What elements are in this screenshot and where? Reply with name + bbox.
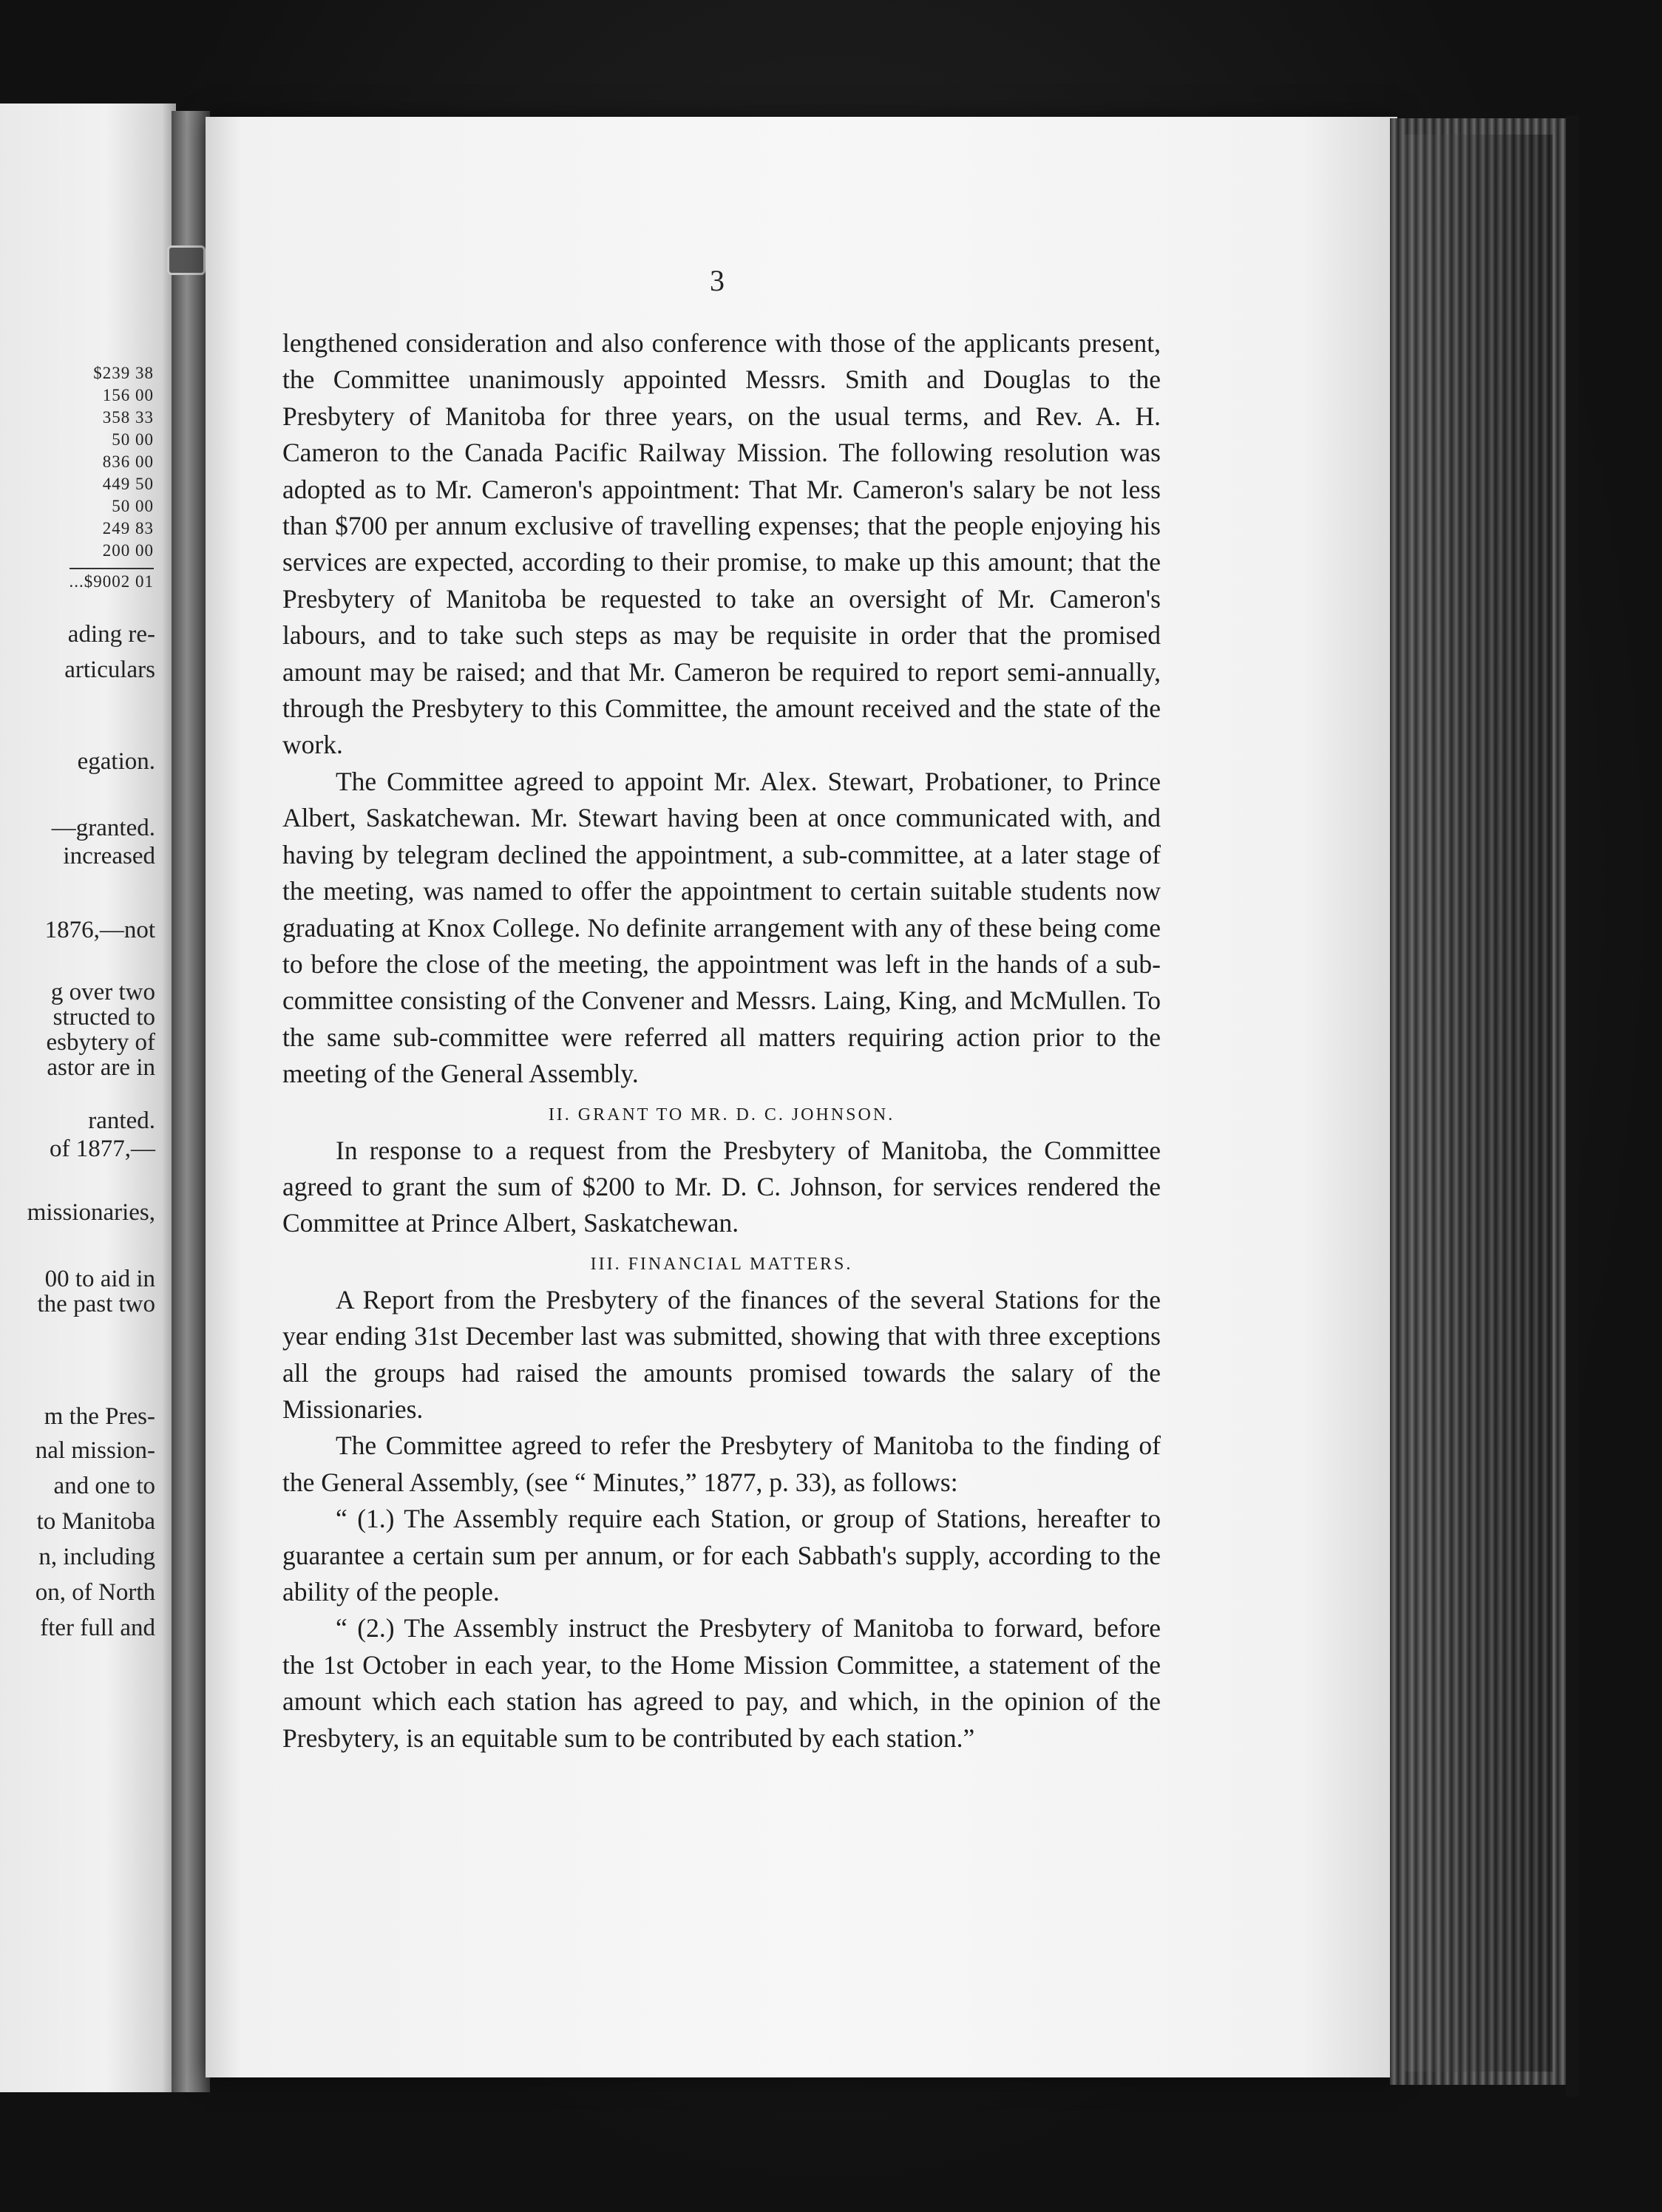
amount-7: 50 00: [112, 497, 154, 515]
amount-1: $239 38: [93, 364, 154, 382]
paragraph: A Report from the Presbytery of the finances of the several Stations for the year ending 31st December last was submitted, showing that with three exceptions all the groups had raised the amounts promised towards the salary of the Missionaries.: [282, 1284, 1161, 1424]
left-fragment: on, of North: [35, 1579, 155, 1606]
paragraph: In response to a request from the Presbytery of Manitoba, the Committee agreed to grant the sum of $200 to Mr. D. C. Johnson, for services rendered the Committee at Prince Albert, Saskatchewan.: [282, 1135, 1161, 1238]
book-gutter: [172, 111, 210, 2092]
quoted-paragraph: “ (2.) The Assembly instruct the Presbytery of Manitoba to forward, before the 1st October in each year, to the Home Mission Committee, a statement of the amount which each station has agreed to pay, and which, in the opinion of the Presbytery, is an equitable sum to be contributed by each station.”: [282, 1613, 1161, 1753]
paragraph: lengthened consideration and also conference with those of the applicants present, the Committee unanimously appointed Messrs. Smith and Douglas to the Presbytery of Manitoba for three years, on the usual terms, and Rev. A. H. Cameron to the Canada Pacific Railway Mission. The following resolution was adopted as to Mr. Cameron's appointment: That Mr. Cameron's salary be not less than $700 per annum exclusive of travelling expenses; that the people enjoying his services are expected, according to their promise, to make up this amount; that the Presbytery of Manitoba be requested to take an oversight of Mr. Cameron's labours, and to take such steps as may be requisite in order that the promised amount may be raised; and that Mr. Cameron be required to report semi-annually, through the Presbytery to this Committee, the amount received and the state of the work.: [282, 328, 1161, 760]
paragraph: The Committee agreed to refer the Presbytery of Manitoba to the finding of the General Assembly, (see “ Minutes,” 1877, p. 33), as follows:: [282, 1431, 1161, 1497]
previous-page: [0, 104, 176, 2092]
left-fragment: articulars: [64, 657, 155, 683]
amount-8: 249 83: [102, 519, 154, 537]
left-fragment: nal mission-: [35, 1437, 155, 1464]
left-fragment: increased: [63, 843, 155, 869]
left-fragment: the past two: [37, 1291, 155, 1317]
amount-3: 358 33: [102, 408, 154, 427]
amount-4: 50 00: [112, 430, 154, 449]
left-fragment: 1876,—not: [44, 917, 155, 943]
left-fragment: 00 to aid in: [44, 1266, 155, 1292]
section-heading: III. FINANCIAL MATTERS.: [590, 1254, 853, 1274]
quoted-paragraph: “ (1.) The Assembly require each Station, or group of Stations, hereafter to guarantee a certain sum per annum, or for each Sabbath's supply, according to the ability of the people.: [282, 1504, 1161, 1607]
left-fragment: astor are in: [47, 1054, 155, 1081]
left-fragment: ranted.: [88, 1107, 155, 1134]
paragraph: The Committee agreed to appoint Mr. Alex. Stewart, Probationer, to Prince Albert, Saskatchewan. Mr. Stewart having been at once communicated with, and having by telegram declined the appointment, a sub-committee, at a later stage of the meeting, was named to offer the appointment to certain suitable students now graduating at Knox College. No definite arrangement with any of these being come to before the close of the meeting, the appointment was left in the hands of a sub-committee consisting of the Convener and Messrs. Laing, King, and McMullen. To the same sub-committee were referred all matters requiring action prior to the meeting of the General Assembly.: [282, 766, 1161, 1089]
left-fragment: and one to: [53, 1473, 155, 1499]
left-fragment: of 1877,—: [50, 1136, 155, 1162]
left-fragment: egation.: [77, 748, 155, 775]
left-fragment: fter full and: [40, 1615, 155, 1641]
page-body: [282, 325, 1161, 1757]
page-number: 3: [710, 264, 725, 297]
left-fragment: m the Pres-: [44, 1403, 155, 1430]
binding-stitch: [167, 245, 206, 275]
left-fragment: g over two: [50, 979, 155, 1005]
left-fragment: esbytery of: [46, 1029, 155, 1056]
section-heading: II. GRANT TO MR. D. C. JOHNSON.: [548, 1105, 895, 1124]
left-fragment: structed to: [52, 1004, 155, 1031]
left-fragment: missionaries,: [27, 1199, 155, 1226]
amount-2: 156 00: [102, 386, 154, 404]
amount-5: 836 00: [102, 452, 154, 471]
amount-total: ...$9002 01: [69, 568, 155, 591]
left-fragment: ading re-: [67, 621, 155, 648]
page-edges-shading: [1405, 135, 1553, 2072]
left-fragment: n, including: [38, 1544, 155, 1570]
amount-6: 449 50: [102, 475, 154, 493]
left-fragment: to Manitoba: [36, 1508, 155, 1535]
book-cover-edge: [1566, 115, 1579, 2097]
amount-9: 200 00: [102, 541, 154, 560]
left-fragment: —granted.: [51, 815, 155, 841]
